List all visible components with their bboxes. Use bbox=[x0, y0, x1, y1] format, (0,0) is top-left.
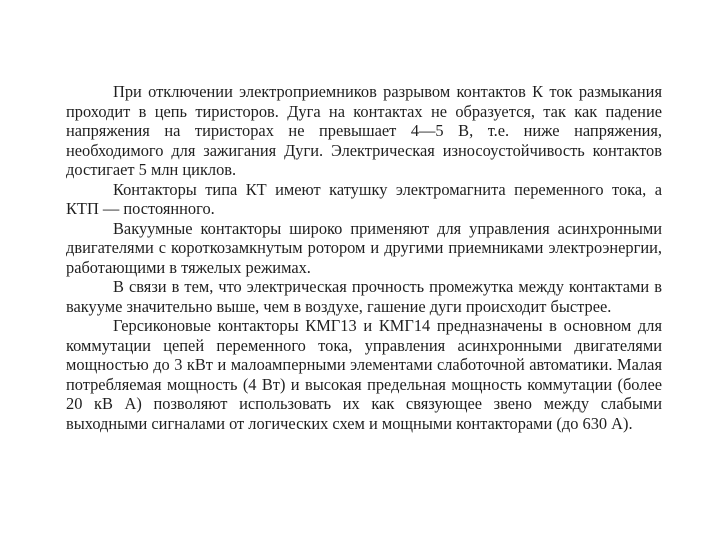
paragraph-hermetic-contactors: Герсиконовые контакторы КМГ13 и КМГ14 предназначены в основном для коммутации цепей переменного тока, управления асинхронными двигателями мощностью до 3 кВт и малоамперными элементами слаботочной автоматики. Малая потребляемая мощность (4 Вт) и высокая предельная мощность коммутации (более 20 кВ А) позволяют использовать их как связующее звено между слабыми выходными сигналами от логических схем и мощными контакторами (до 630 А). bbox=[66, 316, 662, 433]
paragraph-thyristor-switching: При отключении электроприемников разрывом контактов К ток размыкания проходит в цепь тиристоров. Дуга на контактах не образуется, так как падение напряжения на тиристорах не превышает 4—5 В, т.е. ниже напряжения, необходимого для зажигания Дуги. Электрическая износоустойчивость контактов достигает 5 млн циклов. bbox=[66, 82, 662, 179]
paragraph-vacuum-contactors: Вакуумные контакторы широко применяют для управления асинхронными двигателями с короткозамкнутым ротором и другими приемниками электроэнергии, работающими в тяжелых режимах. bbox=[66, 218, 662, 277]
paragraph-kt-contactors: Контакторы типа КТ имеют катушку электромагнита переменного тока, а КТП — постоянного. bbox=[66, 179, 662, 218]
document-body bbox=[66, 82, 662, 433]
paragraph-vacuum-arc: В связи в тем, что электрическая прочность промежутка между контактами в вакууме значительно выше, чем в воздухе, гашение дуги происходит быстрее. bbox=[66, 277, 662, 316]
